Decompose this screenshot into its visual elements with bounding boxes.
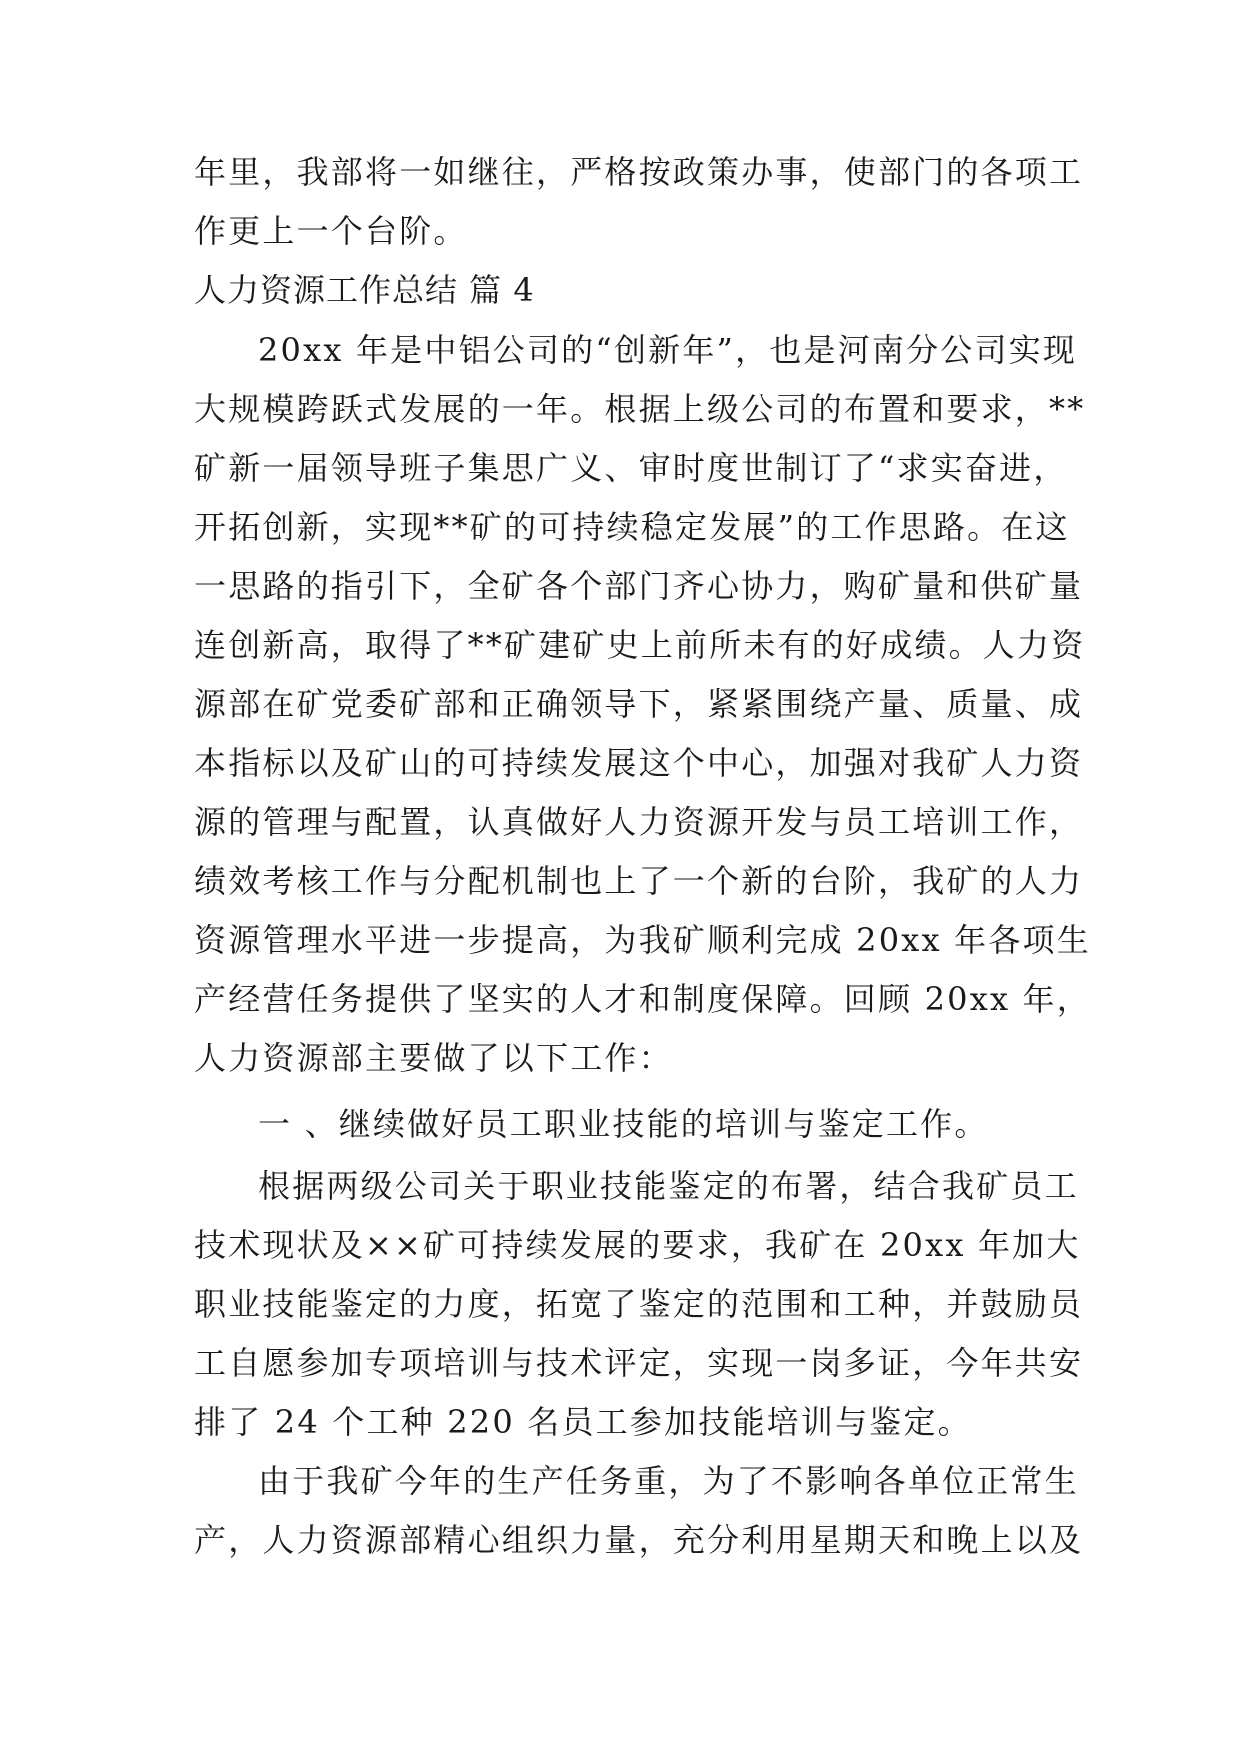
text-line: 本指标以及矿山的可持续发展这个中心，加强对我矿人力资 bbox=[194, 744, 1084, 782]
text-line: 20xx 年是中铝公司的“创新年”，也是河南分公司实现 bbox=[258, 331, 1078, 369]
text-line: 绩效考核工作与分配机制也上了一个新的台阶，我矿的人力 bbox=[194, 862, 1084, 900]
text-line: 技术现状及××矿可持续发展的要求，我矿在 20xx 年加大 bbox=[194, 1226, 1081, 1264]
text-line: 一思路的指引下，全矿各个部门齐心协力，购矿量和供矿量 bbox=[194, 567, 1084, 605]
text-line: 由于我矿今年的生产任务重，为了不影响各单位正常生 bbox=[258, 1462, 1079, 1500]
subsection-heading: 一 、继续做好员工职业技能的培训与鉴定工作。 bbox=[258, 1105, 989, 1143]
text-line: 大规模跨跃式发展的一年。根据上级公司的布置和要求，** bbox=[194, 390, 1086, 428]
section-heading: 人力资源工作总结 篇 4 bbox=[194, 271, 535, 309]
text-line: 人力资源部主要做了以下工作： bbox=[194, 1039, 673, 1077]
text-line: 矿新一届领导班子集思广义、审时度世制订了“求实奋进， bbox=[194, 449, 1068, 487]
text-line: 产，人力资源部精心组织力量，充分利用星期天和晚上以及 bbox=[194, 1521, 1084, 1559]
text-line: 根据两级公司关于职业技能鉴定的布署，结合我矿员工 bbox=[258, 1167, 1079, 1205]
text-line: 年里，我部将一如继往，严格按政策办事，使部门的各项工 bbox=[194, 153, 1084, 191]
text-line: 产经营任务提供了坚实的人才和制度保障。回顾 20xx 年， bbox=[194, 980, 1091, 1018]
text-line: 资源管理水平进一步提高，为我矿顺利完成 20xx 年各项生 bbox=[194, 921, 1091, 959]
text-line: 开拓创新，实现**矿的可持续稳定发展”的工作思路。在这 bbox=[194, 508, 1070, 546]
text-line: 工自愿参加专项培训与技术评定，实现一岗多证，今年共安 bbox=[194, 1344, 1084, 1382]
text-line: 职业技能鉴定的力度，拓宽了鉴定的范围和工种，并鼓励员 bbox=[194, 1285, 1084, 1323]
text-line: 连创新高，取得了**矿建矿史上前所未有的好成绩。人力资 bbox=[194, 626, 1086, 664]
text-line: 排了 24 个工种 220 名员工参加技能培训与鉴定。 bbox=[194, 1403, 972, 1441]
text-line: 源的管理与配置，认真做好人力资源开发与员工培训工作， bbox=[194, 803, 1084, 841]
text-line: 作更上一个台阶。 bbox=[194, 212, 468, 250]
text-line: 源部在矿党委矿部和正确领导下，紧紧围绕产量、质量、成 bbox=[194, 685, 1084, 723]
